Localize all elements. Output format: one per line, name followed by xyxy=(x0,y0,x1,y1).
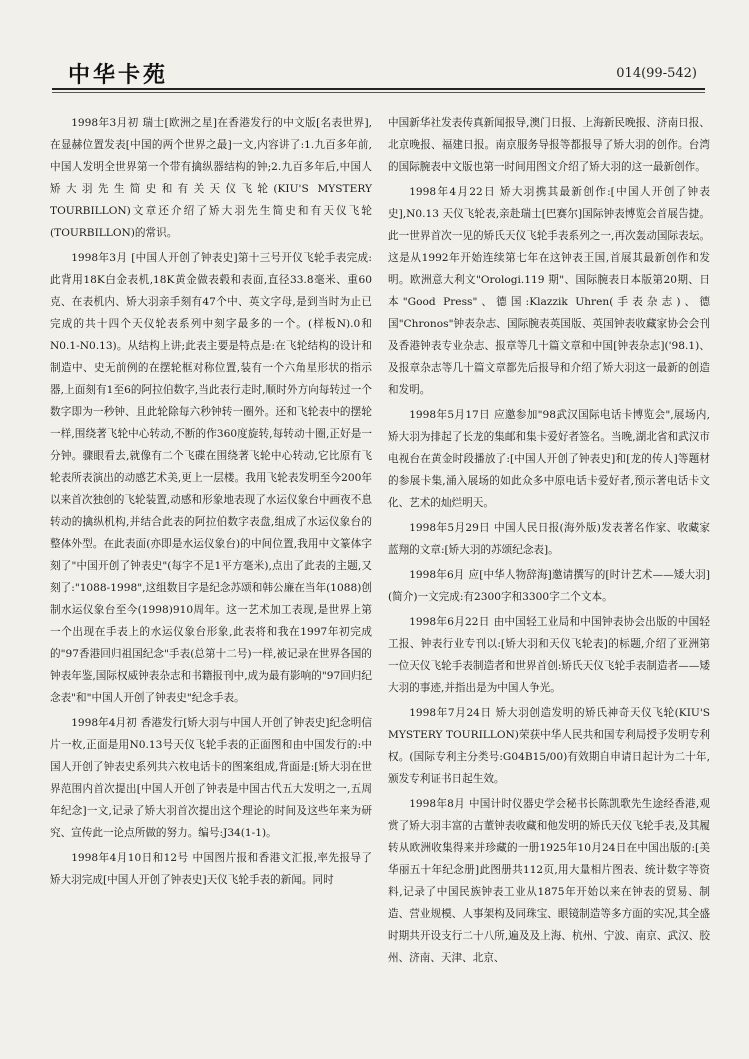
entry-text: 中国人民日报(海外版)发表著名作家、收藏家蓝翔的文章:[矫大羽的苏颂纪念表]。 xyxy=(388,522,711,556)
entry-text: 中国计时仪器史学会秘书长陈凯歌先生途经香港,观赏了矫大羽丰富的古董钟表收藏和他发明的矫氏天仪飞轮手表,及其履转从欧洲收集得来并珍藏的一册1925年10月24日在中国出版的:[美华丽五十年纪念册]此图册共112页,用大量相片图表、统计数字等资料,记录了中国民族钟表工业从1875年开始以来在钟表的贸易、制造、营业规模、人事架构及同珠宝、眼镜制造等多方面的实况,其全盛时期共开设支行二十八所,遍及及上海、杭州、宁波、南京、武汉、胶州、济南、天津、北京、 xyxy=(388,798,710,964)
entry-date: 1998年5月17日 xyxy=(409,409,491,421)
chronology-entry xyxy=(388,793,710,969)
entry-date: 1998年3月 xyxy=(71,252,128,264)
header-rule xyxy=(52,88,705,90)
entry-text: 由中国轻工业局和中国钟表协会出版的中国轻工报、钟表行业专刊以:[矫大羽和天仪飞轮表]的标题,介绍了亚洲第一位天仪飞轮手表制造者和世界首创:矫氏天仪飞轮手表制造者——矮大羽的事迹,并指出是为中国人争光。 xyxy=(388,616,711,694)
chronology-entry xyxy=(388,181,710,401)
entry-date: 1998年4月22日 xyxy=(409,186,496,198)
header-rule-thin xyxy=(52,92,705,93)
chronology-entry xyxy=(388,564,710,608)
right-column xyxy=(388,112,710,1032)
chronology-entry xyxy=(50,712,372,844)
article-body xyxy=(50,112,710,1032)
entry-text: 应邀参加"98武汉国际电话卡博览会",展场内,矫大羽为排起了长龙的集邮和集卡爱好者签名。当晚,湖北省和武汉市电视台在黄金时段播放了:[中国人开创了钟表史]和[龙的传人]等题材的参展卡集,涌入展场的如此众多中原电话卡爱好者,预示著电话卡文化、艺术的灿烂明天。 xyxy=(388,409,710,509)
entry-date: 1998年4月10日和12号 xyxy=(71,852,189,864)
chronology-entry xyxy=(388,611,710,699)
chronology-entry xyxy=(388,517,710,561)
chronology-entry xyxy=(388,702,710,790)
chronology-entry xyxy=(388,404,710,514)
chronology-entry xyxy=(50,847,372,891)
page-header xyxy=(60,56,699,86)
entry-date: 1998年6月22日 xyxy=(409,616,490,628)
page-number: 014(99-542) xyxy=(616,66,697,81)
entry-date: 1998年5月29日 xyxy=(409,522,491,534)
entry-text: [中国人开创了钟表史]第十三号开仪飞轮手表完成:此背用18K白金表机,18K黄金做表毂和表面,直径33.8毫米、重60克、在表机内、矫大羽亲手刻有47个中、英文字母,是到当时为止已完成的共十四个天仪轮表系列中刻字最多的一个。(样板N).0和N0.1-N0.13)。从结构上讲;此表主要是特点是:在飞轮结构的设计和制造中、史无前例的在摆轮框对称位置,装有一个六角星形状的指示器,上面刻有1至6的阿拉伯数字,当此表行走时,顺时外方向每转过一个数字即为一秒钟、且此轮除每六秒钟转一圈外。还和飞轮表中的摆轮一样,围绕著飞轮中心转动,不断的作360度旋转,每转动十圈,正好是一分钟。骤眼看去,就像有二个飞碟在围绕著飞轮中心转动,它比原有飞轮表所表演出的动感艺术美,更上一层楼。我用飞轮表发明至今200年以来首次独创的飞轮装置,动感和形象地表现了水运仪象台中画夜不息转动的擒纵机构,并结合此表的阿拉伯数字表盘,组成了水运仪象台的整体外型。在此表面(亦即是水运仪象台)的中间位置,我用中文篆体字刻了"中国开创了钟表史"(每字不足1平方毫米),点出了此表的主题,又刻了:"1088-1998",这组数目字是纪念苏颂和韩公廉在当年(1088)创制水运仪象台至今(1998)910周年。这一艺术加工表现,是世界上第一个出现在手表上的水运仪象台形象,此表将和我在1997年初完成的"97香港回归祖国纪念"手表(总第十二号)一样,被记录在世界各国的钟表年鉴,国际权威钟表杂志和书籍报刊中,成为最有影响的"97回归纪念表"和"中国人开创了钟表史"纪念手表。 xyxy=(50,252,373,704)
entry-text: 中国新华社发表传真新闻报导,澳门日报、上海新民晚报、济南日报、北京晚报、福建日报。南京服务导报等都报导了矫大羽的创作。台湾的国际腕表中文版也第一时间用图文介绍了矫大羽的这一最新创作。 xyxy=(388,117,710,173)
entry-text: 香港发行[矫大羽与中国人开创了钟表史]纪念明信片一枚,正面是用N0.13号天仪飞轮手表的正面图和由中国发行的:中国人开创了钟表史系列共六枚电话卡的图案组成,背面是:[矫大羽在世界范围内首次提出[中国人开创了钟表是中国古代五大发明之一,五周年纪念]一文,记录了矫大羽首次提出这个理论的时间及这些年来为研究、宣传此一论点所做的努力。编号:J34(1-1)。 xyxy=(50,717,372,839)
entry-date: 1998年6月 xyxy=(409,569,465,581)
chronology-entry xyxy=(50,247,372,709)
entry-date: 1998年7月24日 xyxy=(409,707,492,719)
entry-text: 矫大羽创造发明的矫氏神奇天仪飞轮(KIU'S MYSTERY TOURILLON)荣获中华人民共和国专利局授予发明专利权。(国际专利主分类号:G04B15/00)有效期自申请日起计为二十年,颁发专利证书日起生效。 xyxy=(388,707,710,785)
entry-date: 1998年8月 xyxy=(409,798,465,810)
entry-date: 1998年3月初 xyxy=(71,117,139,129)
entry-text: 应[中华人物辞海]邀请撰写的[时计艺术——矮大羽](简介)一文完成:有2300字和3300字二个文本。 xyxy=(388,569,711,603)
entry-text: 矫大羽携其最新创作:[中国人开创了钟表史],N0.13 天仪飞轮表,亲赴瑞士[巴赛尔]国际钟表博览会首展告捷。此一世界首次一见的矫氏天仪飞轮手表系列之一,再次轰动国际表坛。这是从1992年开始连续第七年在这钟表王国,首展其最新创作和发明。欧洲意大利文"Orologi.119 期"、国际腕表日本版第20期、日本"Good Press"、德国:Klazzik Uhren(手表杂志)、德国"Chronos"钟表杂志、国际腕表英国版、英国钟表收藏家协会会刊及香港钟表专业杂志、报章等几十篇文章和中国[钟表杂志]('98.1)、及报章杂志等几十篇文章都先后报导和介绍了矫大羽这一最新的创造和发明。 xyxy=(388,186,711,396)
chronology-entry xyxy=(388,112,710,178)
left-column xyxy=(50,112,372,1032)
chronology-entry xyxy=(50,112,372,244)
entry-date: 1998年4月初 xyxy=(71,717,137,729)
entry-text: 瑞士[欧洲之星]在香港发行的中文版[名表世界],在显赫位置发表[中国的两个世界之最]一文,内容讲了:1.九百多年前,中国人发明全世界第一个带有擒纵器结构的钟;2.九百多年后,中国人矫大羽先生简史和有关天仪飞轮(KIU'S MYSTERY TOURBILLON)文章还介绍了矫大羽先生简史和有天仪飞轮(TOURBILLON)的常识。 xyxy=(50,117,372,239)
entry-text: 中国图片报和香港文汇报,率先报导了矫大羽完成[中国人开创了钟表史]天仪飞轮手表的新闻。同时 xyxy=(50,852,372,886)
magazine-title: 中华卡苑 xyxy=(68,63,169,88)
